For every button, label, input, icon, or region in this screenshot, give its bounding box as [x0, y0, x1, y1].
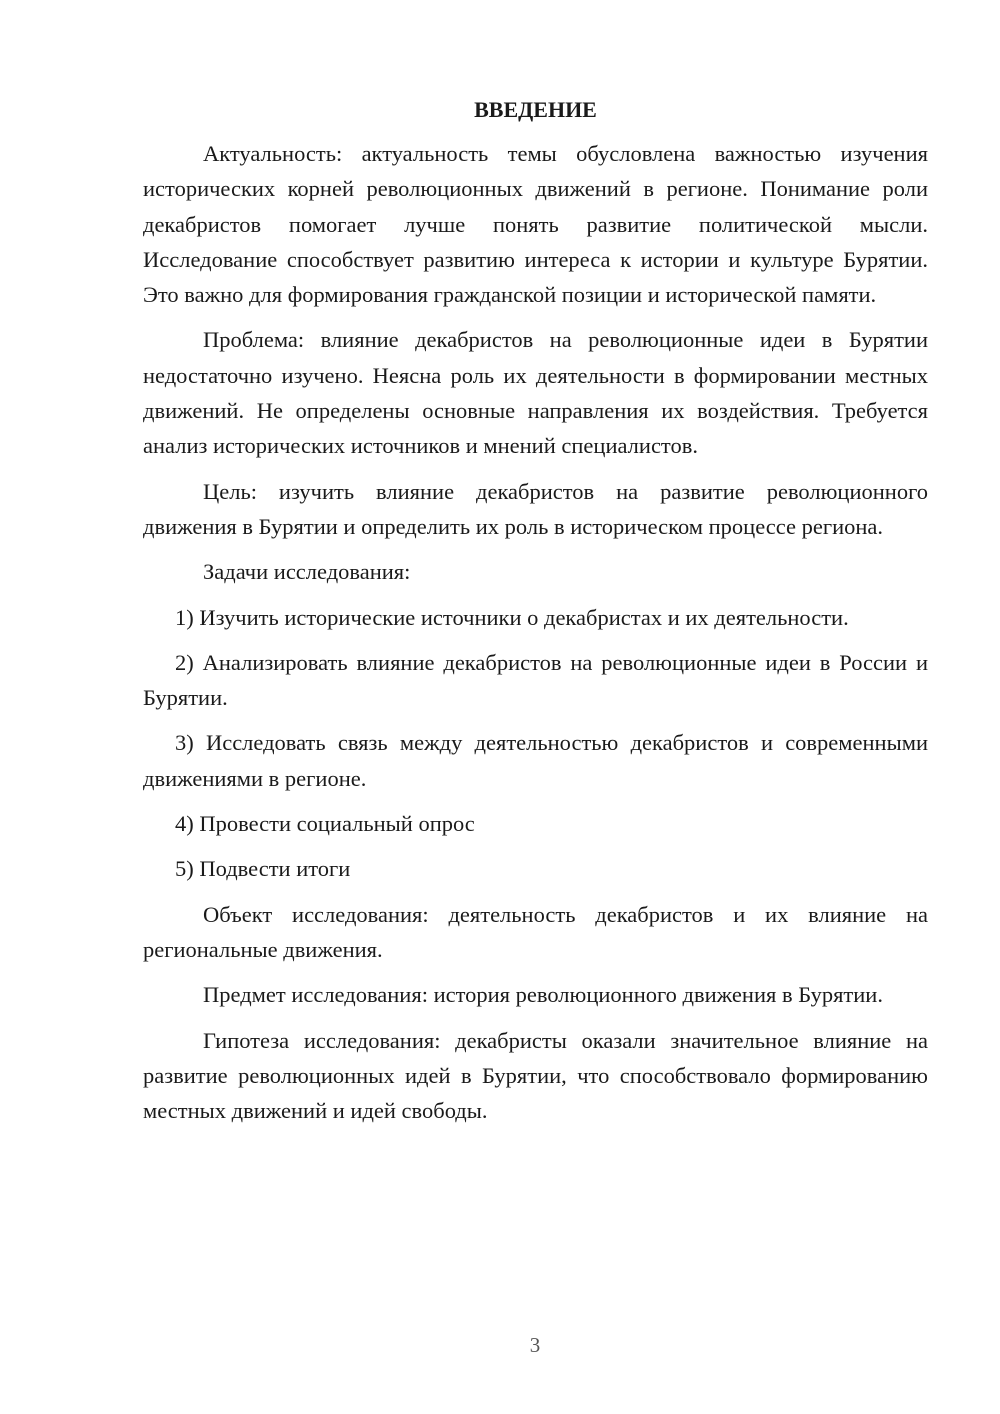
- goal-paragraph: Цель: изучить влияние декабристов на развитие революционного движения в Бурятии и определить их роль в историческом процессе региона.: [143, 478, 928, 539]
- problem-paragraph: Проблема: влияние декабристов на революционные идеи в Бурятии недостаточно изучено. Неясна роль их деятельности в формировании местных движений. Не определены основные направления их воздействия. Требуется анализ исторических источников и мнений специалистов.: [143, 327, 928, 459]
- task-item: 3) Исследовать связь между деятельностью декабристов и современными движениями в регионе.: [143, 730, 928, 791]
- task-item: 4) Провести социальный опрос: [175, 811, 475, 837]
- object-paragraph: Объект исследования: деятельность декабристов и их влияние на региональные движения.: [143, 901, 928, 962]
- subject-paragraph: Предмет исследования: история революционного движения в Бурятии.: [203, 982, 883, 1008]
- relevance-paragraph: Актуальность: актуальность темы обусловлена важностью изучения исторических корней революционных движений в регионе. Понимание роли декабристов помогает лучше понять развитие политической мысли. Исследование способствует развитию интереса к истории и культуре Бурятии. Это важно для формирования гражданской позиции и исторической памяти.: [143, 141, 928, 308]
- document-page: [143, 95, 928, 1138]
- task-item: 1) Изучить исторические источники о декабристах и их деятельности.: [175, 604, 849, 630]
- page-number: 3: [529, 1333, 541, 1357]
- tasks-heading: Задачи исследования:: [203, 559, 411, 585]
- task-item: 5) Подвести итоги: [175, 856, 351, 882]
- hypothesis-paragraph: Гипотеза исследования: декабристы оказали значительное влияние на развитие революционных идей в Бурятии, что способствовало формированию местных движений и идей свободы.: [143, 1027, 928, 1124]
- task-item: 2) Анализировать влияние декабристов на революционные идеи в России и Бурятии.: [143, 649, 928, 711]
- section-title: ВВЕДЕНИЕ: [474, 97, 597, 122]
